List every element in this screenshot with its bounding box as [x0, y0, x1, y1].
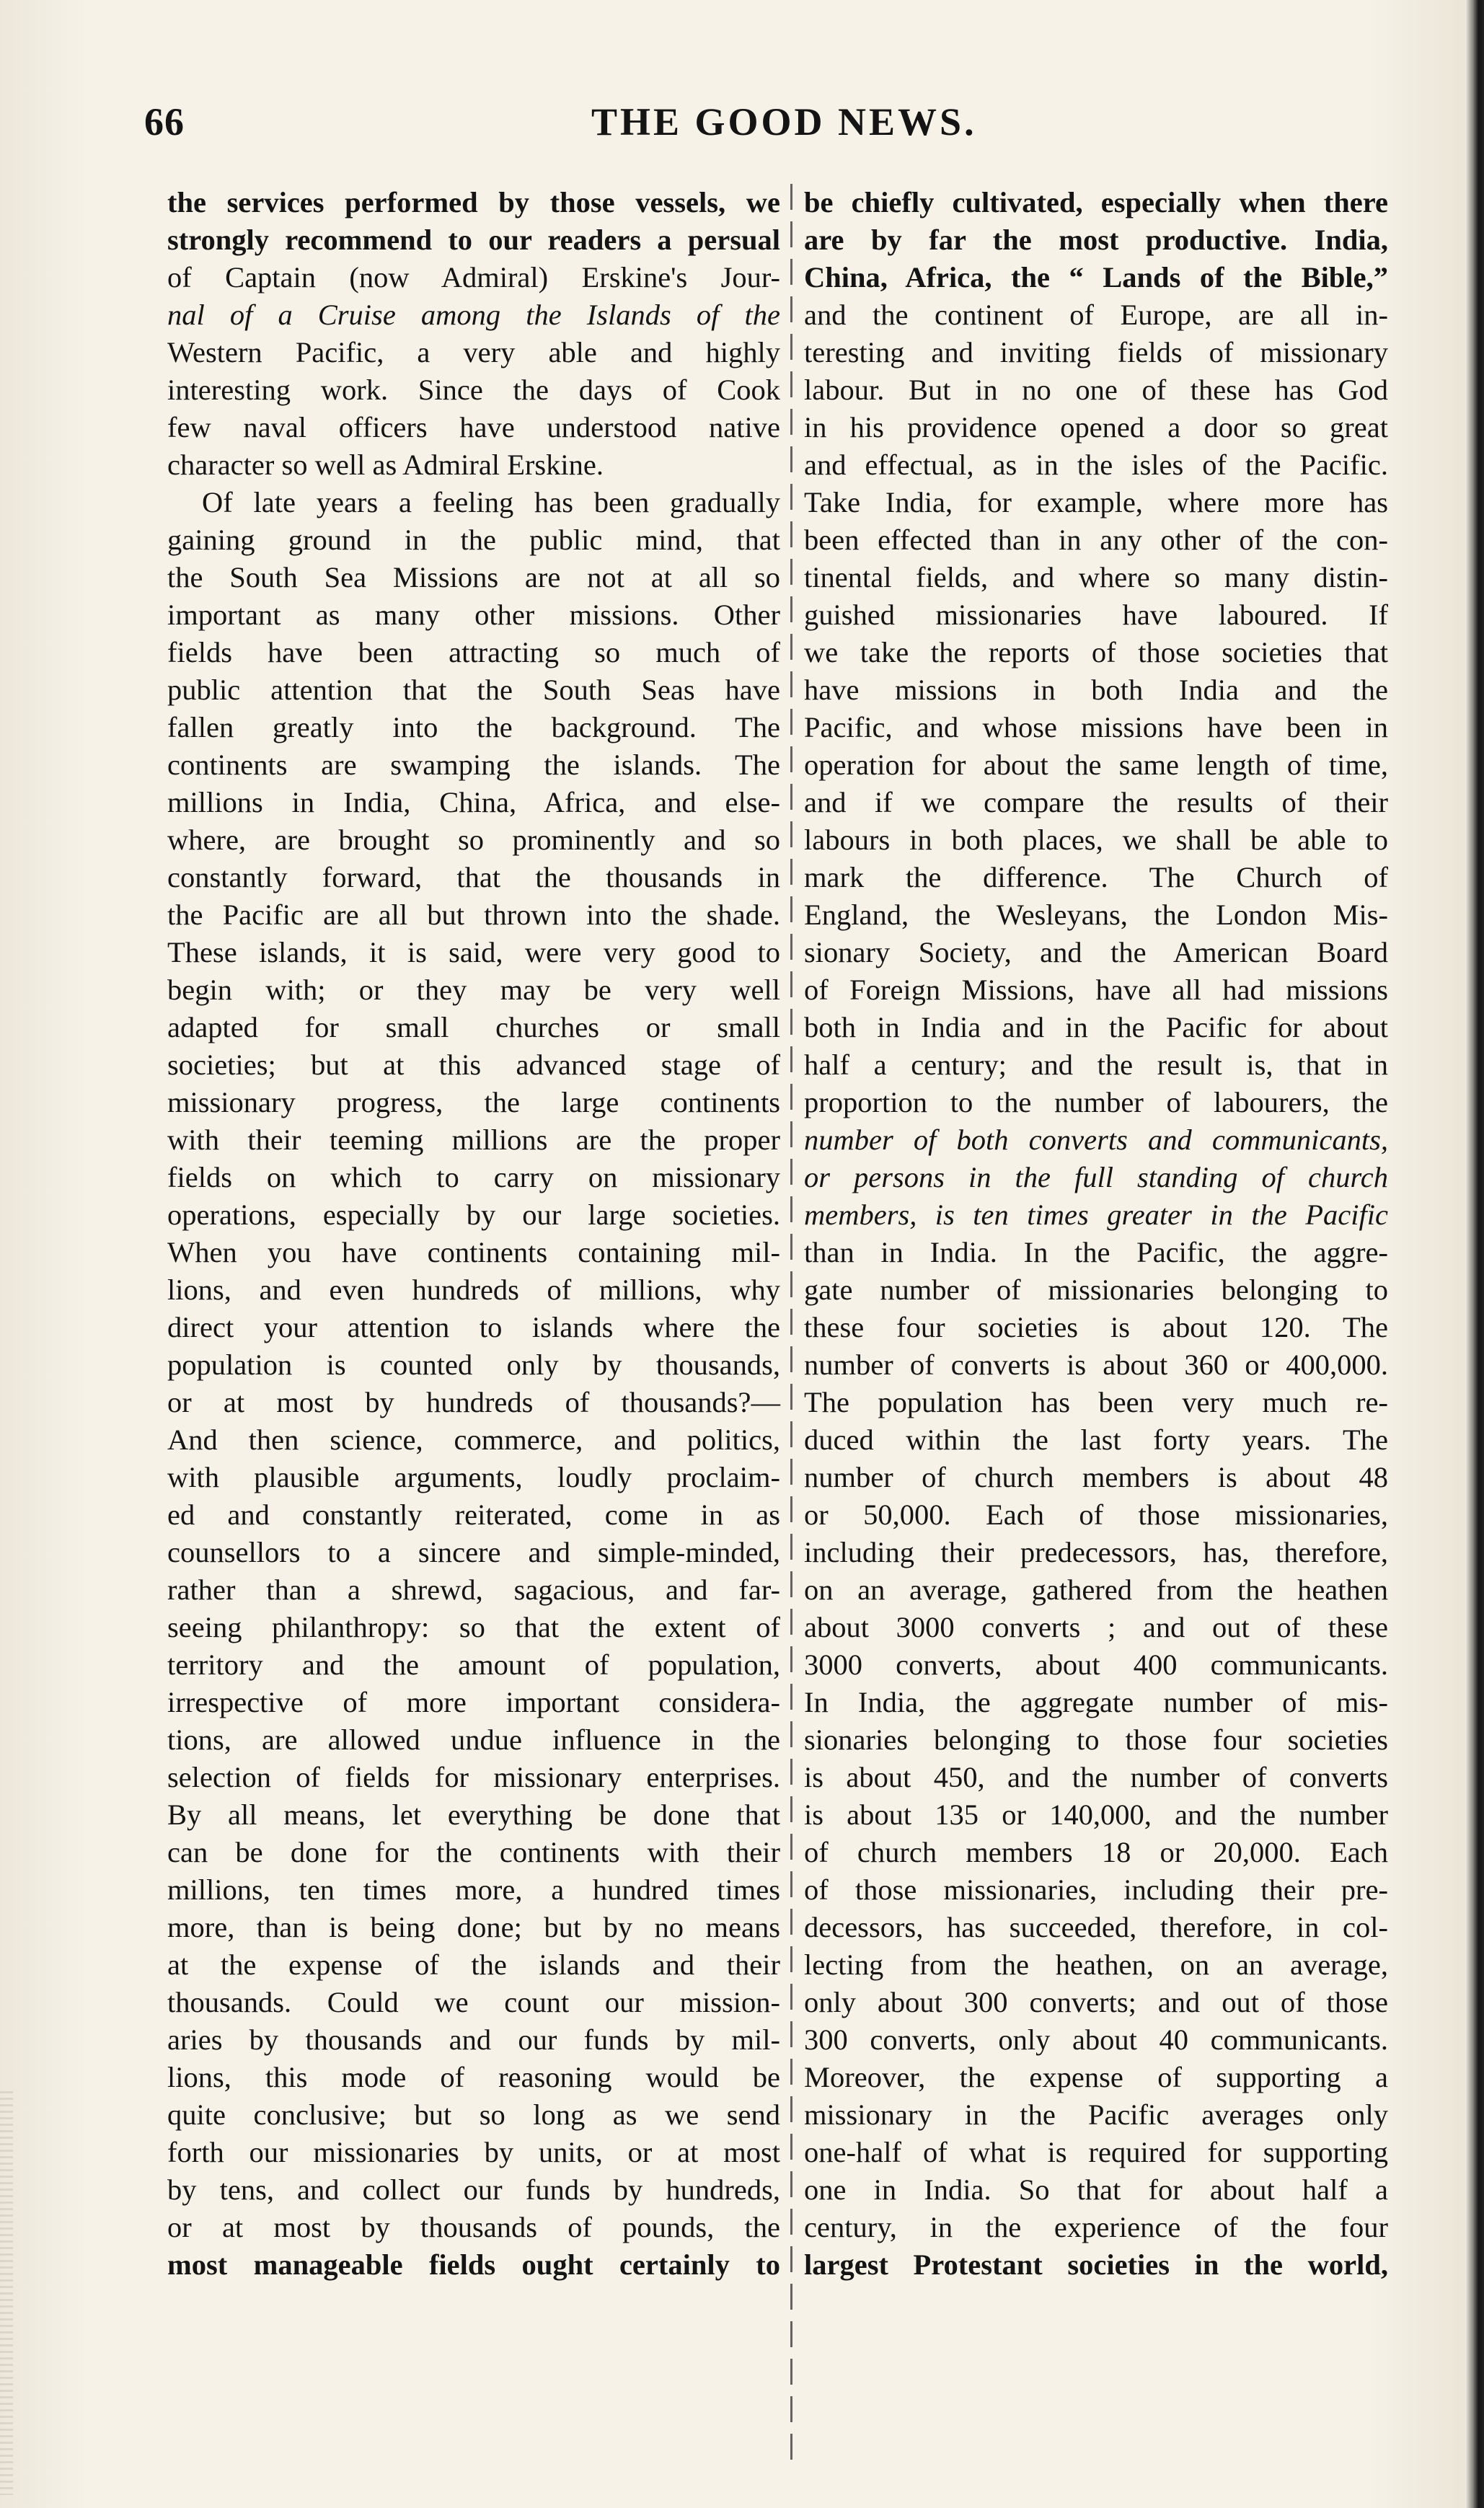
text-line: where, are brought so prominently and so [167, 824, 780, 856]
text-line: both in India and in the Pacific for about [804, 1011, 1388, 1043]
text-line: selection of fields for missionary enterprises. [167, 1761, 780, 1793]
text-line: Western Pacific, a very able and highly [167, 336, 780, 368]
text-line: seeing philanthropy: so that the extent of [167, 1611, 780, 1643]
text-line: be chiefly cultivated, especially when there [804, 186, 1388, 218]
text-line: largest Protestant societies in the world, [804, 2248, 1388, 2281]
text-line: societies; but at this advanced stage of [167, 1048, 780, 1081]
text-line: by tens, and collect our funds by hundreds, [167, 2173, 780, 2206]
page-edge-texture [0, 2091, 13, 2495]
text-line: about 3000 converts ; and out of these [804, 1611, 1388, 1643]
text-line-segment: of Captain (now Admiral) Erskine's Jour- [167, 261, 780, 293]
text-line: lions, and even hundreds of millions, why [167, 1273, 780, 1306]
text-line: can be done for the continents with their [167, 1836, 780, 1868]
text-line: territory and the amount of population, [167, 1648, 780, 1681]
text-line: only about 300 converts; and out of those [804, 1986, 1388, 2018]
text-line: When you have continents containing mil- [167, 1236, 780, 1268]
text-line: Pacific, and whose missions have been in [804, 711, 1388, 743]
text-line: with their teeming millions are the proper [167, 1123, 780, 1156]
text-line: than in India. In the Pacific, the aggre- [804, 1236, 1388, 1268]
text-line: tions, are allowed undue influence in the [167, 1723, 780, 1756]
running-title: THE GOOD NEWS. [591, 100, 977, 143]
right-column [804, 184, 1388, 2284]
text-line: population is counted only by thousands, [167, 1348, 780, 1381]
text-line: Moreover, the expense of supporting a [804, 2061, 1388, 2093]
text-line: or at most by hundreds of thousands?— [167, 1386, 780, 1418]
left-column [167, 184, 780, 2284]
text-line: aries by thousands and our funds by mil- [167, 2023, 780, 2056]
text-line: is about 135 or 140,000, and the number [804, 1798, 1388, 1831]
text-line: China, Africa, the “ Lands of the Bible,” [804, 261, 1388, 293]
text-line: is about 450, and the number of converts [804, 1761, 1388, 1793]
text-line: or 50,000. Each of those missionaries, [804, 1498, 1388, 1531]
text-line: strongly recommend to our readers a persual [167, 224, 780, 256]
text-line: The population has been very much re- [804, 1386, 1388, 1418]
text-line: fields have been attracting so much of [167, 636, 780, 668]
text-line: rather than a shrewd, sagacious, and far- [167, 1573, 780, 1606]
text-line: public attention that the South Seas have [167, 674, 780, 706]
text-line: more, than is being done; but by no means [167, 1911, 780, 1943]
text-line: sionary Society, and the American Board [804, 936, 1388, 968]
text-line: and if we compare the results of their [804, 786, 1388, 818]
text-line: quite conclusive; but so long as we send [167, 2098, 780, 2131]
text-line: been effected than in any other of the con- [804, 524, 1388, 556]
text-line: including their predecessors, has, therefore, [804, 1536, 1388, 1568]
text-line: tinental fields, and where so many distin- [804, 561, 1388, 593]
text-line: century, in the experience of the four [804, 2211, 1388, 2243]
text-line: And then science, commerce, and politics, [167, 1423, 780, 1456]
text-line: millions in India, China, Africa, and else- [167, 786, 780, 818]
text-line: thousands. Could we count our mission- [167, 1986, 780, 2018]
text-line: with plausible arguments, loudly proclaim- [167, 1461, 780, 1493]
text-line: character so well as Admiral Erskine. [167, 449, 604, 481]
text-line: continents are swamping the islands. The [167, 749, 780, 781]
text-line: number of converts is about 360 or 400,000. [804, 1348, 1388, 1381]
text-line: one-half of what is required for supporting [804, 2136, 1388, 2168]
text-line: the Pacific are all but thrown into the shade. [167, 898, 780, 931]
text-line: and effectual, as in the isles of the Pacific. [804, 449, 1388, 481]
text-line [167, 259, 780, 296]
text-line: on an average, gathered from the heathen [804, 1573, 1388, 1606]
text-line: labour. But in no one of these has God [804, 374, 1388, 406]
text-line: important as many other missions. Other [167, 599, 780, 631]
text-line: adapted for small churches or small [167, 1011, 780, 1043]
text-line: or persons in the full standing of church [804, 1161, 1388, 1193]
text-line: ed and constantly reiterated, come in as [167, 1498, 780, 1531]
text-line: of Foreign Missions, have all had missions [804, 973, 1388, 1006]
text-line: England, the Wesleyans, the London Mis- [804, 898, 1388, 931]
text-line: By all means, let everything be done that [167, 1798, 780, 1831]
text-line: interesting work. Since the days of Cook [167, 374, 780, 406]
text-line: at the expense of the islands and their [167, 1948, 780, 1981]
text-line: operation for about the same length of time, [804, 749, 1388, 781]
text-line: irrespective of more important considera- [167, 1686, 780, 1718]
text-line: decessors, has succeeded, therefore, in col- [804, 1911, 1388, 1943]
text-line: of those missionaries, including their pre- [804, 1873, 1388, 1906]
text-line: lecting from the heathen, on an average, [804, 1948, 1388, 1981]
text-line: are by far the most productive. India, [804, 224, 1388, 256]
text-line: Of late years a feeling has been gradually [202, 486, 780, 518]
text-line: members, is ten times greater in the Pacific [804, 1198, 1388, 1231]
text-line: and the continent of Europe, are all in- [804, 299, 1388, 331]
text-line: begin with; or they may be very well [167, 973, 780, 1006]
text-line: fallen greatly into the background. The [167, 711, 780, 743]
text-line: we take the reports of those societies that [804, 636, 1388, 668]
page-number: 66 [144, 100, 185, 143]
text-line: forth our missionaries by units, or at most [167, 2136, 780, 2168]
text-line: 300 converts, only about 40 communicants. [804, 2023, 1388, 2056]
text-line: Take India, for example, where more has [804, 486, 1388, 518]
text-line: have missions in both India and the [804, 674, 1388, 706]
text-line: nal of a Cruise among the Islands of the [167, 299, 780, 331]
text-line: number of church members is about 48 [804, 1461, 1388, 1493]
text-line: sionaries belonging to those four societies [804, 1723, 1388, 1756]
text-line: or at most by thousands of pounds, the [167, 2211, 780, 2243]
page-header [144, 100, 1413, 157]
text-line: number of both converts and communicants, [804, 1123, 1388, 1156]
binding-edge-shadow [1465, 0, 1484, 2508]
text-line: counsellors to a sincere and simple-minded, [167, 1536, 780, 1568]
text-line: operations, especially by our large societies. [167, 1198, 780, 1231]
text-line: direct your attention to islands where the [167, 1311, 780, 1343]
text-line: the services performed by those vessels, we [167, 186, 780, 218]
text-line: missionary in the Pacific averages only [804, 2098, 1388, 2131]
text-line: missionary progress, the large continents [167, 1086, 780, 1118]
text-line: These islands, it is said, were very good to [167, 936, 780, 968]
text-line: of church members 18 or 20,000. Each [804, 1836, 1388, 1868]
text-line: teresting and inviting fields of missionary [804, 336, 1388, 368]
text-line: gaining ground in the public mind, that [167, 524, 780, 556]
text-line: millions, ten times more, a hundred times [167, 1873, 780, 1906]
text-line: mark the difference. The Church of [804, 861, 1388, 893]
text-line: fields on which to carry on missionary [167, 1161, 780, 1193]
column-divider [790, 184, 792, 2470]
text-line: proportion to the number of labourers, the [804, 1086, 1388, 1118]
text-line: half a century; and the result is, that in [804, 1048, 1388, 1081]
text-line: constantly forward, that the thousands in [167, 861, 780, 893]
text-line: few naval officers have understood native [167, 411, 780, 443]
text-line: lions, this mode of reasoning would be [167, 2061, 780, 2093]
text-line: in his providence opened a door so great [804, 411, 1388, 443]
text-line: 3000 converts, about 400 communicants. [804, 1648, 1388, 1681]
text-line: duced within the last forty years. The [804, 1423, 1388, 1456]
text-line: most manageable fields ought certainly to [167, 2248, 780, 2281]
text-line: gate number of missionaries belonging to [804, 1273, 1388, 1306]
text-line: one in India. So that for about half a [804, 2173, 1388, 2206]
text-line: labours in both places, we shall be able to [804, 824, 1388, 856]
text-line: these four societies is about 120. The [804, 1311, 1388, 1343]
text-line: the South Sea Missions are not at all so [167, 561, 780, 593]
text-line: In India, the aggregate number of mis- [804, 1686, 1388, 1718]
text-line: guished missionaries have laboured. If [804, 599, 1388, 631]
